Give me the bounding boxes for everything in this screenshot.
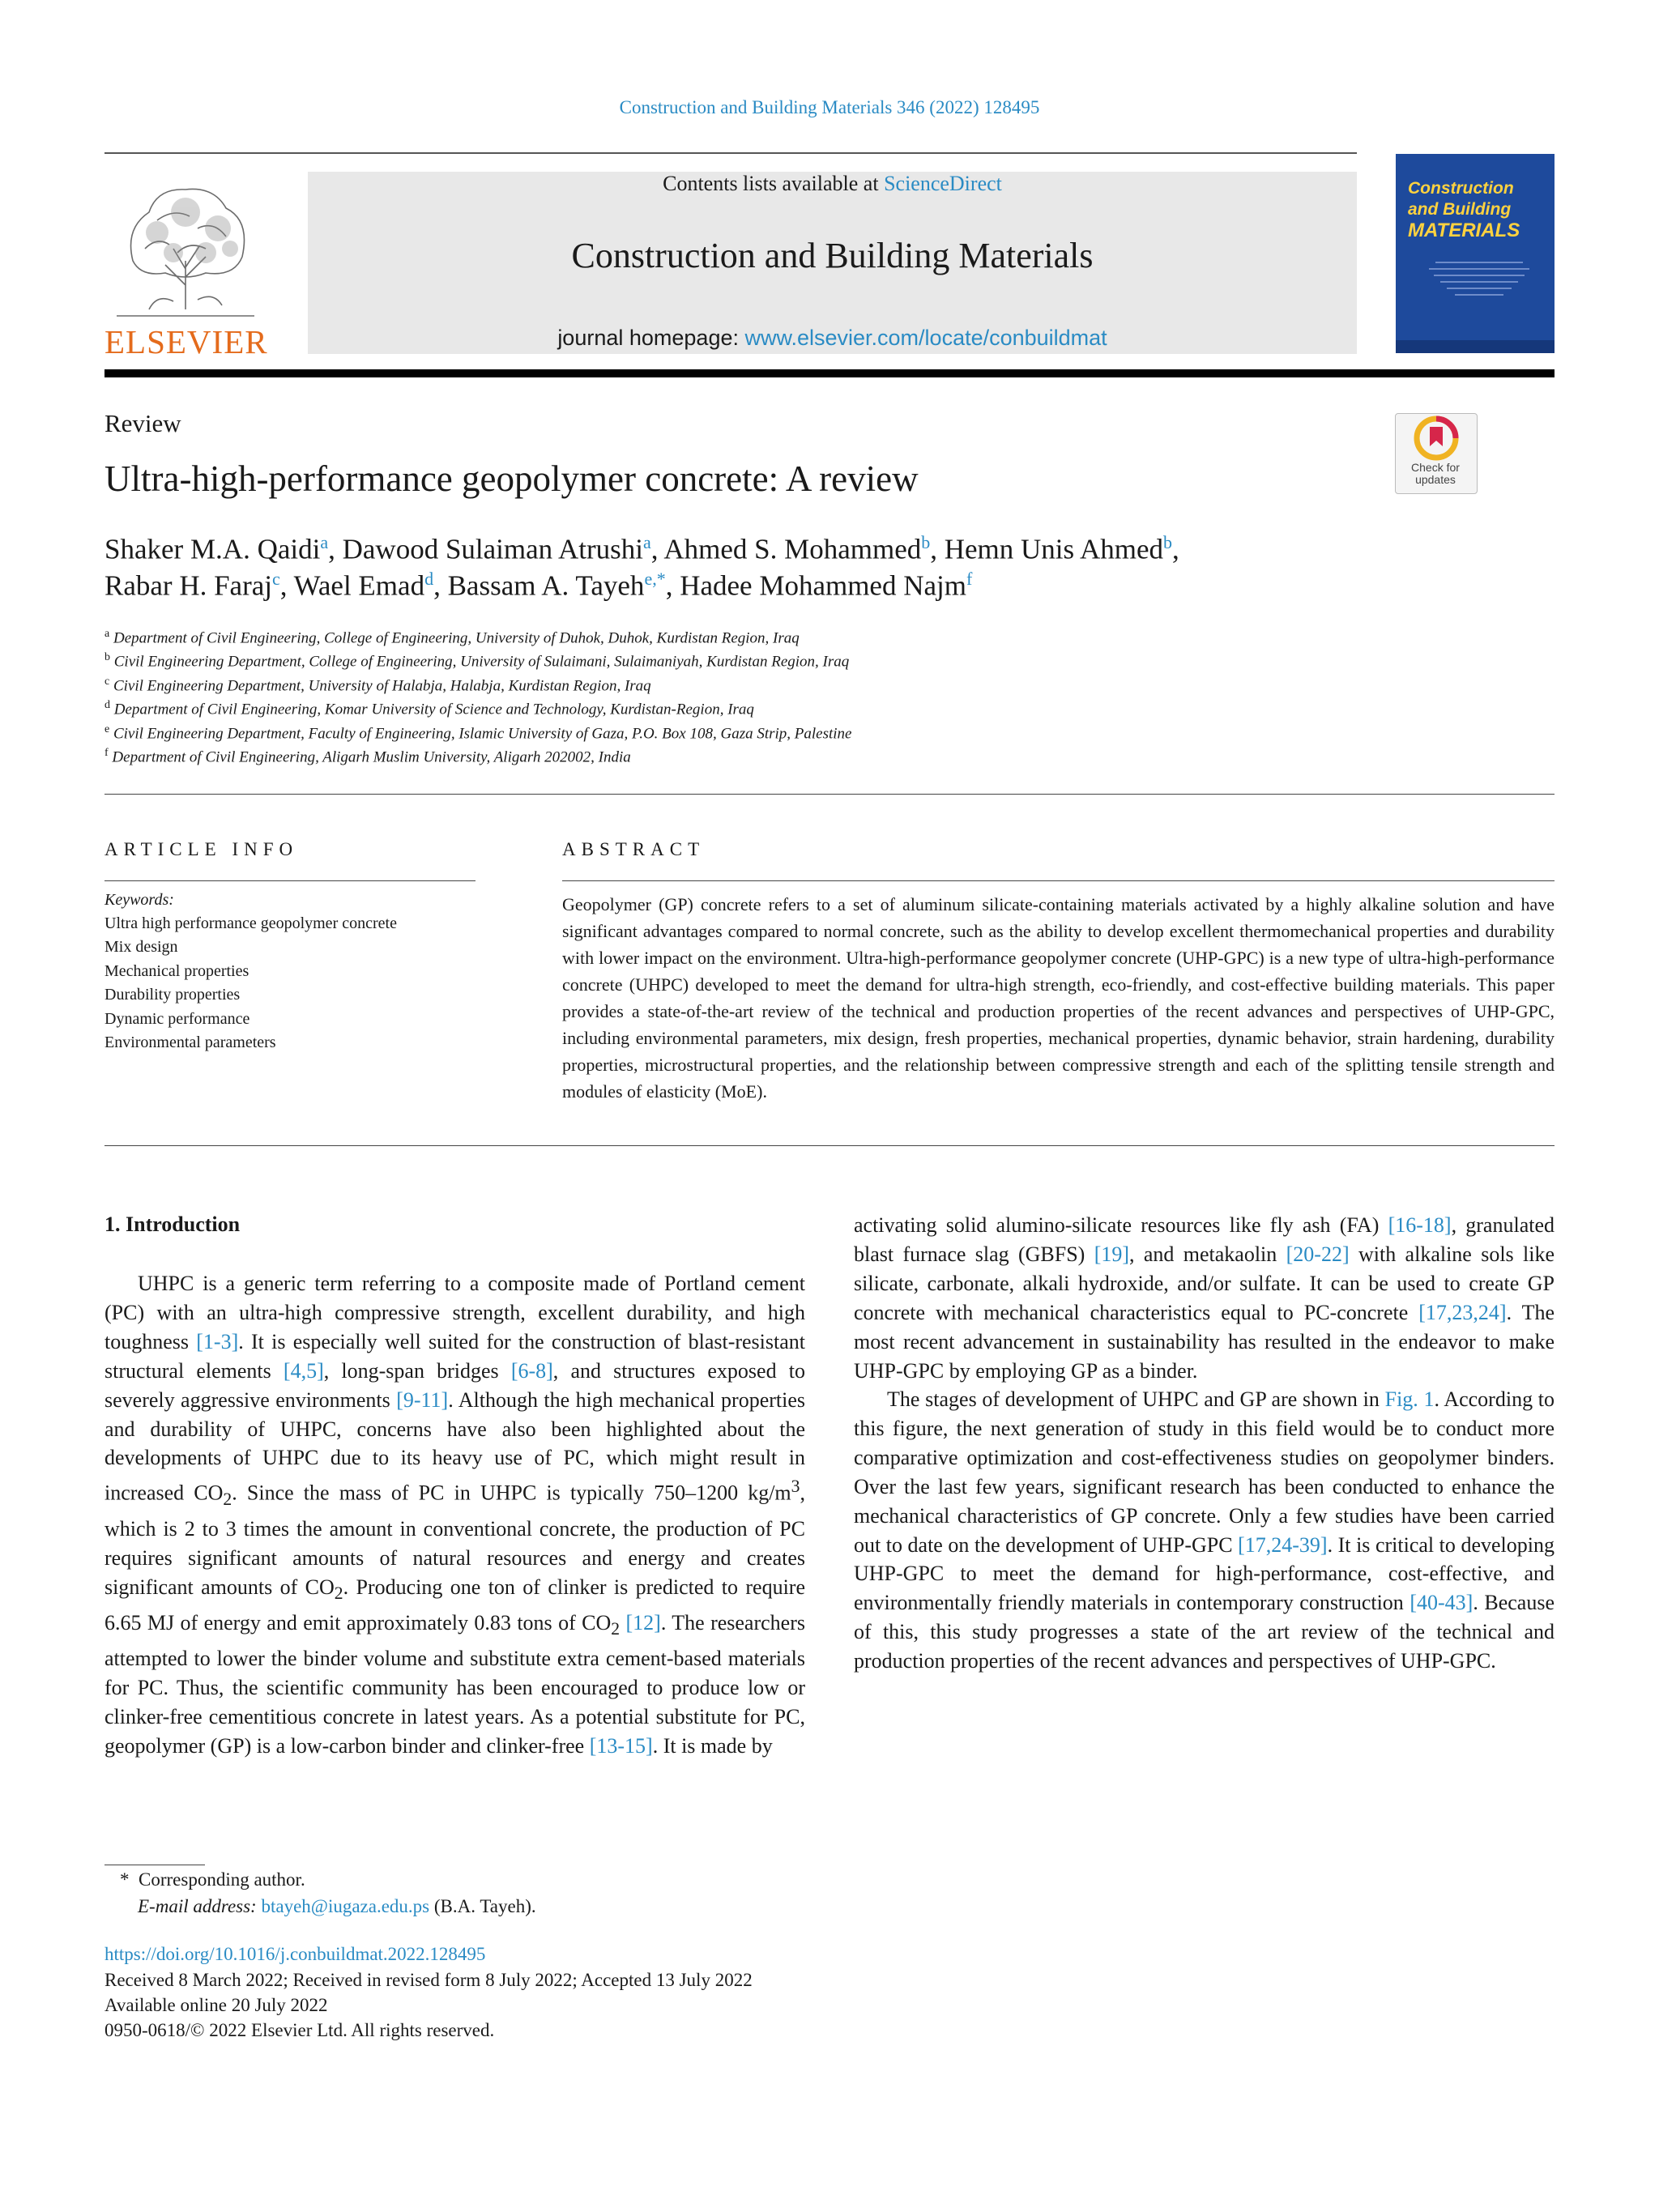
citation-link[interactable]: Fig. 1	[1384, 1387, 1435, 1411]
text-run: , long-span bridges	[323, 1358, 511, 1383]
journal-title: Construction and Building Materials	[571, 236, 1094, 275]
citation-link[interactable]: [9-11]	[396, 1387, 449, 1412]
text-run: UHPC is a generic term referring to a composite made of Portland cement (PC) with an ultra-high compressive strength, excellent durability, and high toughness	[104, 1272, 805, 1353]
citation-link[interactable]: [20-22]	[1286, 1242, 1350, 1266]
citation-link[interactable]: [6-8]	[510, 1358, 553, 1383]
subscript: 2	[223, 1490, 232, 1510]
author-affil-mark[interactable]: b	[921, 532, 931, 552]
text-run: with alkaline sols like silicate, carbonate, alkali hydroxide, and/or sulfate. It can be used to create GP concrete with mechanical characteristics equal to PC-concrete	[854, 1242, 1555, 1324]
sciencedirect-link[interactable]: ScienceDirect	[884, 172, 1002, 195]
author-affil-mark[interactable]: a	[643, 532, 651, 552]
affiliation-key: f	[104, 747, 109, 759]
check-updates-icon	[1396, 414, 1477, 462]
publisher-name: ELSEVIER	[104, 323, 268, 360]
keywords-label: Keywords:	[104, 891, 174, 909]
author-name[interactable]: Wael Emad	[293, 569, 425, 602]
email-owner: (B.A. Tayeh).	[433, 1896, 536, 1916]
journal-homepage-line	[308, 326, 1357, 351]
text-run: , and metakaolin	[1129, 1242, 1286, 1266]
citation-link[interactable]: [1-3]	[196, 1329, 239, 1353]
affiliation-text: Department of Civil Engineering, Komar University of Science and Technology, Kurdistan-Region, Iraq	[113, 701, 754, 718]
citation-link[interactable]: [19]	[1094, 1242, 1130, 1266]
text-run: , and structures exposed to severely aggressive environments	[104, 1358, 805, 1412]
corresponding-text: Corresponding author.	[139, 1869, 305, 1890]
intro-paragraph-left	[104, 1269, 805, 1761]
text-run: , granulated blast furnace slag (GBFS)	[854, 1213, 1555, 1266]
cover-line-1: Construction	[1408, 179, 1514, 198]
keyword-item: Mix design	[104, 938, 178, 956]
corresponding-author-note	[120, 1869, 305, 1890]
section-divider	[104, 794, 1555, 795]
text-run: . According to this figure, the next generation of study in this field would be to conduct more comparative optimization and cost-effectiveness studies on geopolymer binders. Over the last few years, significant research has been conducted to enhance the mechanical characteristics of GP concrete. Only a few studies have been carried out to date on the development of UHP-GPC	[854, 1387, 1555, 1557]
affiliation-text: Civil Engineering Department, College of Engineering, University of Sulaimani, Sulaimaniyah, Kurdistan Region, Iraq	[113, 653, 850, 671]
introduction-heading: 1. Introduction	[104, 1213, 241, 1236]
text-run: . It is critical to developing UHP-GPC to meet the demand for high-performance, cost-effective, and environmentally friendly materials in contemporary construction	[854, 1532, 1555, 1615]
citation-link[interactable]: [16-18]	[1388, 1213, 1452, 1237]
text-run: . Producing one ton of clinker is predicted to require 6.65 MJ of energy and emit approximately 0.83 tons of CO	[104, 1575, 805, 1634]
author-name[interactable]: Hadee Mohammed Najm	[680, 569, 966, 602]
citation-link[interactable]: [13-15]	[589, 1733, 653, 1758]
abstract-heading: ABSTRACT	[562, 839, 706, 859]
affiliation-key: b	[104, 651, 110, 663]
keyword-item: Durability properties	[104, 986, 241, 1004]
cover-title	[1408, 178, 1547, 241]
email-label: E-mail address:	[138, 1896, 257, 1916]
text-run: The stages of development of UHPC and GP are shown in	[887, 1387, 1385, 1411]
affiliation-key: a	[104, 628, 110, 640]
affiliation-c	[104, 676, 651, 695]
text-run: activating solid alumino-silicate resources like fly ash (FA)	[854, 1213, 1388, 1237]
section-divider	[104, 1145, 1555, 1146]
received-dates: Received 8 March 2022; Received in revised form 8 July 2022; Accepted 13 July 2022	[104, 1970, 753, 1990]
affiliation-key: d	[104, 699, 110, 711]
abstract-body: Geopolymer (GP) concrete refers to a set of aluminum silicate-containing materials activated by a highly alkaline solution and have significant advantages compared to normal concrete, such as the ability to develop excellent thermomechanical properties and durability with lower impact on the environment. Ultra-high-performance geopolymer concrete (UHP-GPC) is a new type of ultra-high-performance concrete (UHPC) developed to meet the demand for ultra-high strength, eco-friendly, and cost-effective building materials. This paper provides a state-of-the-art review of the technical and production properties of the recent advances and perspectives of UHP-GPC, including environmental parameters, mix design, fresh properties, mechanical properties, dynamic behavior, strain hardening, durability properties, microstructural properties, and the relationship between compressive strength and each of the splitting tensile strength and modules of elasticity (MoE).	[562, 894, 1555, 1102]
email-link[interactable]: btayeh@iugaza.edu.ps	[261, 1896, 430, 1916]
affiliation-a	[104, 628, 800, 647]
article-info-rule	[104, 880, 476, 881]
abstract-rule	[562, 880, 1555, 881]
text-run: . It is especially well suited for the construction of blast-resistant structural elements	[104, 1329, 806, 1383]
text-run: . The researchers attempted to lower the binder volume and substitute extra cement-based materials for PC. Thus, the scientific community has been encouraged to produce low or clinker-free cementitious concrete in latest years. As a potential substitute for PC, geopolymer (GP) is a low-carbon binder and clinker-free	[104, 1611, 805, 1758]
author-affil-mark[interactable]: f	[966, 569, 973, 589]
article-type: Review	[104, 409, 181, 437]
affiliation-key: e	[104, 723, 110, 735]
cover-decoration	[1419, 258, 1539, 306]
journal-reference[interactable]: Construction and Building Materials 346 (2022) 128495	[619, 97, 1040, 117]
copyright-line: 0950-0618/© 2022 Elsevier Ltd. All rights reserved.	[104, 2020, 495, 2040]
text-run: . It is made by	[652, 1733, 773, 1758]
author-affil-mark[interactable]: d	[424, 569, 434, 589]
keyword-item: Ultra high performance geopolymer concrete	[104, 914, 397, 932]
intro-paragraph-right-second	[854, 1385, 1555, 1676]
authors-line-1: Shaker M.A. Qaidi$^a$, Dawood Sulaiman Atrushi$^a$, Ahmed S. Mohammed$^b$, Hemn Unis Ahmed$^b$,	[104, 532, 1179, 565]
cover-line-2: and Building	[1408, 200, 1512, 219]
article-title: Ultra-high-performance geopolymer concrete: A review	[104, 458, 919, 499]
citation-link[interactable]: [4,5]	[283, 1358, 324, 1383]
author-affil-mark[interactable]: c	[272, 569, 280, 589]
cover-line-3: MATERIALS	[1408, 219, 1520, 241]
author-name[interactable]: Ahmed S. Mohammed	[663, 533, 922, 565]
author-name[interactable]: Hemn Unis Ahmed	[944, 533, 1163, 565]
authors-line-2: Rabar H. Faraj$^c$, Wael Emad$^d$, Bassam A. Tayeh$^{e,*}$, Hadee Mohammed Najm$^f$	[104, 569, 973, 602]
homepage-prefix: journal homepage:	[557, 326, 745, 350]
contents-available-line	[308, 172, 1357, 196]
citation-link[interactable]: [12]	[625, 1611, 661, 1634]
keyword-item: Dynamic performance	[104, 1010, 250, 1028]
available-online: Available online 20 July 2022	[104, 1995, 328, 2015]
contents-prefix: Contents lists available at	[663, 172, 885, 195]
subscript: 2	[334, 1583, 343, 1604]
author-affil-mark[interactable]: e,*	[644, 569, 666, 589]
affiliation-text: Civil Engineering Department, Faculty of Engineering, Islamic University of Gaza, P.O. Box 108, Gaza Strip, Palestine	[113, 725, 852, 743]
affiliation-text: Department of Civil Engineering, Aligarh Muslim University, Aligarh 202002, India	[112, 748, 631, 766]
text-run: , which is 2 to 3 times the amount in conventional concrete, the production of PC requires significant amounts of natural resources and energy and creates significant amounts of CO	[104, 1481, 805, 1599]
affiliation-text: Civil Engineering Department, University of Halabja, Halabja, Kurdistan Region, Iraq	[113, 677, 651, 695]
citation-link[interactable]: [17,23,24]	[1418, 1300, 1507, 1324]
footnote-mark: *	[120, 1869, 130, 1890]
article-info-heading: ARTICLE INFO	[104, 839, 299, 859]
homepage-link[interactable]: www.elsevier.com/locate/conbuildmat	[744, 326, 1107, 350]
header-divider	[104, 152, 1357, 154]
affiliation-text: Department of Civil Engineering, College of Engineering, University of Duhok, Duhok, Kurdistan Region, Iraq	[113, 629, 800, 647]
affiliation-e	[104, 723, 852, 743]
doi-link[interactable]: https://doi.org/10.1016/j.conbuildmat.2022.128495	[104, 1944, 486, 1964]
affiliation-d	[104, 699, 754, 718]
header-thick-rule	[104, 369, 1555, 377]
subscript: 2	[611, 1619, 621, 1639]
text-run: . Although the high mechanical properties and durability of UHPC, concerns have also been highlighted about the developments of UHPC due to its heavy use of PC, which might result in increased CO	[104, 1387, 806, 1505]
email-line	[138, 1896, 536, 1917]
author-name[interactable]: Rabar H. Faraj	[104, 569, 273, 602]
author-name[interactable]: Dawood Sulaiman Atrushi	[342, 533, 643, 565]
affiliation-key: c	[104, 676, 110, 688]
citation-link[interactable]: [17,24-39]	[1238, 1532, 1328, 1557]
affiliation-b	[104, 651, 849, 671]
text-run: . The most recent advancement in sustainability has resulted in the endeavor to make UHP-GPC by employing GP as a binder.	[854, 1300, 1555, 1383]
author-affil-mark[interactable]: a	[320, 532, 329, 552]
keyword-item: Environmental parameters	[104, 1034, 276, 1051]
author-name[interactable]: Bassam A. Tayeh	[447, 569, 645, 602]
citation-link[interactable]: [40-43]	[1410, 1591, 1473, 1615]
text-run: . Since the mass of PC in UHPC is typically 750–1200 kg/m	[232, 1481, 791, 1505]
superscript: 3	[791, 1477, 800, 1497]
author-name[interactable]: Shaker M.A. Qaidi	[104, 533, 321, 565]
cover-strip	[1396, 340, 1555, 353]
check-updates-label: Check for updates	[1411, 461, 1460, 486]
author-affil-mark[interactable]: b	[1163, 532, 1172, 552]
keyword-item: Mechanical properties	[104, 962, 249, 980]
intro-paragraph-right-continued	[854, 1211, 1555, 1385]
affiliation-f	[104, 747, 631, 766]
text-run: . Because of this, this study progresses a state of the art review of the technical and production properties of the recent advances and perspectives of UHP-GPC.	[854, 1591, 1555, 1673]
